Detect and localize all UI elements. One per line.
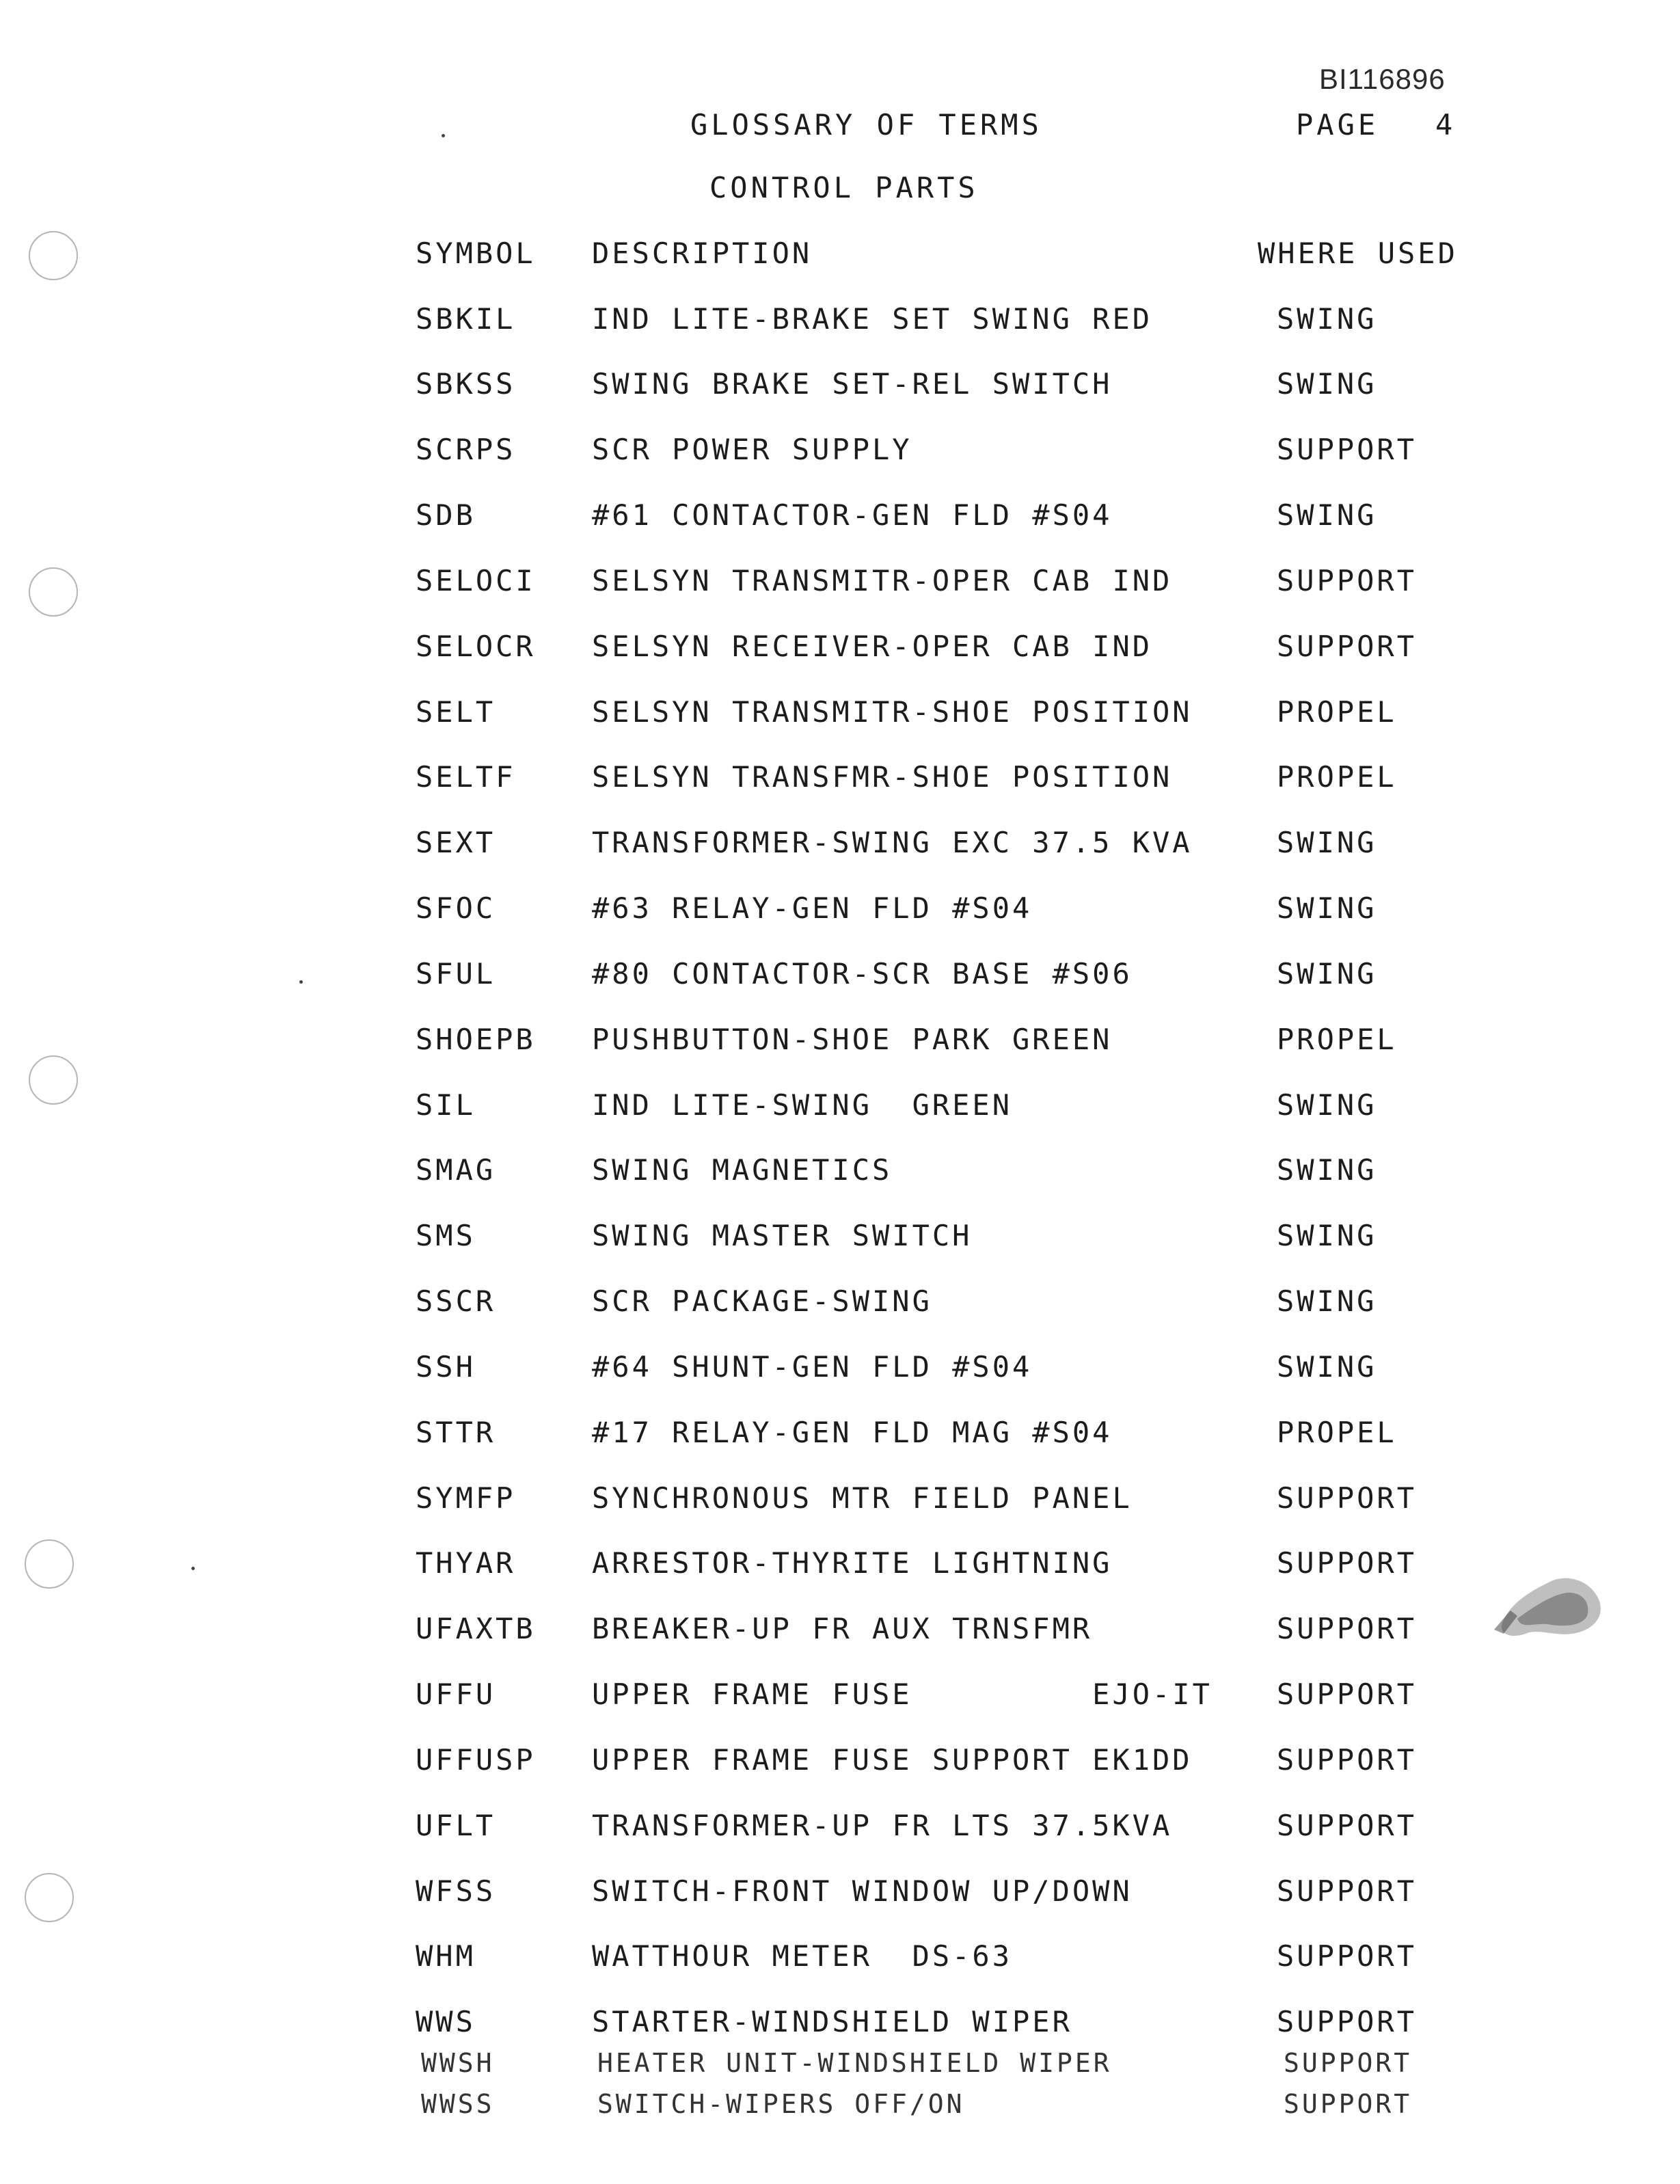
- description-cell: UPPER FRAME FUSE SUPPORT EK1DD: [592, 1743, 1193, 1777]
- table-row: [0, 1939, 1680, 1980]
- where-used-cell: SUPPORT: [1277, 1939, 1418, 1973]
- symbol-cell: SIL: [416, 1088, 476, 1122]
- column-header-where-used: WHERE USED: [1258, 237, 1458, 270]
- symbol-cell: SELT: [416, 695, 496, 729]
- where-used-cell: SWING: [1277, 367, 1377, 401]
- column-header-description: DESCRIPTION: [592, 237, 813, 270]
- where-used-cell: SWING: [1277, 1153, 1377, 1187]
- table-row: [0, 1219, 1680, 1260]
- description-cell: WATTHOUR METER DS-63: [592, 1939, 1013, 1973]
- table-row: [0, 1809, 1680, 1850]
- where-used-cell: SWING: [1277, 826, 1377, 859]
- symbol-cell: SBKSS: [416, 367, 516, 401]
- symbol-cell: SSCR: [416, 1284, 496, 1318]
- symbol-cell: SELOCR: [416, 630, 536, 663]
- description-cell: UPPER FRAME FUSE EJO-IT: [592, 1677, 1212, 1711]
- symbol-cell: WWSH: [421, 2048, 495, 2078]
- description-cell: SCR POWER SUPPLY: [592, 433, 912, 466]
- table-row: [0, 760, 1680, 801]
- symbol-cell: UFFUSP: [416, 1743, 536, 1777]
- document-id: BI116896: [1319, 63, 1446, 95]
- symbol-cell: SDB: [416, 498, 476, 532]
- description-cell: PUSHBUTTON-SHOE PARK GREEN: [592, 1023, 1113, 1056]
- where-used-cell: SUPPORT: [1277, 1612, 1418, 1645]
- where-used-cell: SUPPORT: [1284, 2048, 1413, 2078]
- table-row: [0, 1023, 1680, 1064]
- table-row: [0, 695, 1680, 736]
- where-used-cell: SUPPORT: [1277, 433, 1418, 466]
- where-used-cell: SWING: [1277, 498, 1377, 532]
- description-cell: IND LITE-BRAKE SET SWING RED: [592, 302, 1153, 336]
- table-row: [0, 1416, 1680, 1457]
- description-cell: SELSYN TRANSMITR-SHOE POSITION: [592, 695, 1193, 729]
- where-used-cell: SWING: [1277, 1284, 1377, 1318]
- where-used-cell: SUPPORT: [1277, 630, 1418, 663]
- description-cell: SELSYN TRANSFMR-SHOE POSITION: [592, 760, 1173, 794]
- table-row: [0, 891, 1680, 932]
- description-cell: SWING MAGNETICS: [592, 1153, 893, 1187]
- where-used-cell: SWING: [1277, 1088, 1377, 1122]
- description-cell: #64 SHUNT-GEN FLD #S04: [592, 1350, 1033, 1384]
- section-subtitle: CONTROL PARTS: [709, 171, 979, 204]
- table-row: [0, 1874, 1680, 1915]
- symbol-cell: SELOCI: [416, 564, 536, 597]
- symbol-cell: UFLT: [416, 1809, 496, 1842]
- table-row: [0, 2048, 1680, 2089]
- description-cell: HEATER UNIT-WINDSHIELD WIPER: [597, 2048, 1112, 2078]
- where-used-cell: PROPEL: [1277, 760, 1397, 794]
- description-cell: SYNCHRONOUS MTR FIELD PANEL: [592, 1481, 1133, 1515]
- symbol-cell: SCRPS: [416, 433, 516, 466]
- symbol-cell: UFAXTB: [416, 1612, 536, 1645]
- description-cell: #17 RELAY-GEN FLD MAG #S04: [592, 1416, 1113, 1449]
- symbol-cell: SMAG: [416, 1153, 496, 1187]
- symbol-cell: SFOC: [416, 891, 496, 925]
- table-row: [0, 498, 1680, 539]
- description-cell: SELSYN TRANSMITR-OPER CAB IND: [592, 564, 1173, 597]
- symbol-cell: UFFU: [416, 1677, 496, 1711]
- where-used-cell: SWING: [1277, 891, 1377, 925]
- table-row: [0, 2005, 1680, 2046]
- where-used-cell: PROPEL: [1277, 1416, 1397, 1449]
- table-row: [0, 957, 1680, 998]
- table-row: [0, 826, 1680, 867]
- where-used-cell: SUPPORT: [1277, 2005, 1418, 2038]
- description-cell: SWING BRAKE SET-REL SWITCH: [592, 367, 1113, 401]
- symbol-cell: SBKIL: [416, 302, 516, 336]
- where-used-cell: SWING: [1277, 957, 1377, 990]
- description-cell: #63 RELAY-GEN FLD #S04: [592, 891, 1033, 925]
- where-used-cell: SWING: [1277, 1350, 1377, 1384]
- description-cell: BREAKER-UP FR AUX TRNSFMR: [592, 1612, 1093, 1645]
- where-used-cell: SUPPORT: [1277, 1874, 1418, 1908]
- symbol-cell: SYMFP: [416, 1481, 516, 1515]
- symbol-cell: THYAR: [416, 1546, 516, 1580]
- table-row: [0, 1088, 1680, 1129]
- description-cell: SWITCH-FRONT WINDOW UP/DOWN: [592, 1874, 1133, 1908]
- description-cell: TRANSFORMER-SWING EXC 37.5 KVA: [592, 826, 1193, 859]
- symbol-cell: WWSS: [421, 2089, 495, 2119]
- table-row: [0, 1612, 1680, 1653]
- symbol-cell: WHM: [416, 1939, 476, 1973]
- description-cell: SWITCH-WIPERS OFF/ON: [597, 2089, 965, 2119]
- table-row: [0, 1153, 1680, 1194]
- description-cell: #61 CONTACTOR-GEN FLD #S04: [592, 498, 1113, 532]
- symbol-cell: STTR: [416, 1416, 496, 1449]
- description-cell: SELSYN RECEIVER-OPER CAB IND: [592, 630, 1153, 663]
- table-row: [0, 564, 1680, 605]
- description-cell: TRANSFORMER-UP FR LTS 37.5KVA: [592, 1809, 1173, 1842]
- symbol-cell: SHOEPB: [416, 1023, 536, 1056]
- where-used-cell: PROPEL: [1277, 1023, 1397, 1056]
- symbol-cell: WWS: [416, 2005, 476, 2038]
- column-header-symbol: SYMBOL: [416, 237, 536, 270]
- table-row: [0, 1350, 1680, 1391]
- symbol-cell: SELTF: [416, 760, 516, 794]
- page-number: 4: [1435, 108, 1453, 141]
- where-used-cell: SUPPORT: [1284, 2089, 1413, 2119]
- where-used-cell: SUPPORT: [1277, 1546, 1418, 1580]
- where-used-cell: SWING: [1277, 302, 1377, 336]
- table-row: [0, 1743, 1680, 1784]
- table-row: [0, 1481, 1680, 1522]
- symbol-cell: SEXT: [416, 826, 496, 859]
- symbol-cell: SFUL: [416, 957, 496, 990]
- table-row: [0, 1546, 1680, 1587]
- table-row: [0, 2089, 1680, 2130]
- description-cell: SWING MASTER SWITCH: [592, 1219, 973, 1252]
- symbol-cell: WFSS: [416, 1874, 496, 1908]
- symbol-cell: SSH: [416, 1350, 476, 1384]
- symbol-cell: SMS: [416, 1219, 476, 1252]
- where-used-cell: SUPPORT: [1277, 564, 1418, 597]
- page-label: PAGE: [1296, 108, 1379, 141]
- description-cell: STARTER-WINDSHIELD WIPER: [592, 2005, 1072, 2038]
- description-cell: SCR PACKAGE-SWING: [592, 1284, 932, 1318]
- table-row: [0, 1677, 1680, 1718]
- page-title: GLOSSARY OF TERMS: [690, 108, 1042, 141]
- table-row: [0, 433, 1680, 474]
- table-row: [0, 367, 1680, 408]
- where-used-cell: SUPPORT: [1277, 1809, 1418, 1842]
- where-used-cell: SWING: [1277, 1219, 1377, 1252]
- where-used-cell: SUPPORT: [1277, 1743, 1418, 1777]
- table-row: [0, 1284, 1680, 1325]
- where-used-cell: SUPPORT: [1277, 1481, 1418, 1515]
- table-row: [0, 630, 1680, 671]
- table-row: [0, 302, 1680, 343]
- description-cell: ARRESTOR-THYRITE LIGHTNING: [592, 1546, 1113, 1580]
- where-used-cell: SUPPORT: [1277, 1677, 1418, 1711]
- description-cell: IND LITE-SWING GREEN: [592, 1088, 1013, 1122]
- where-used-cell: PROPEL: [1277, 695, 1397, 729]
- description-cell: #80 CONTACTOR-SCR BASE #S06: [592, 957, 1133, 990]
